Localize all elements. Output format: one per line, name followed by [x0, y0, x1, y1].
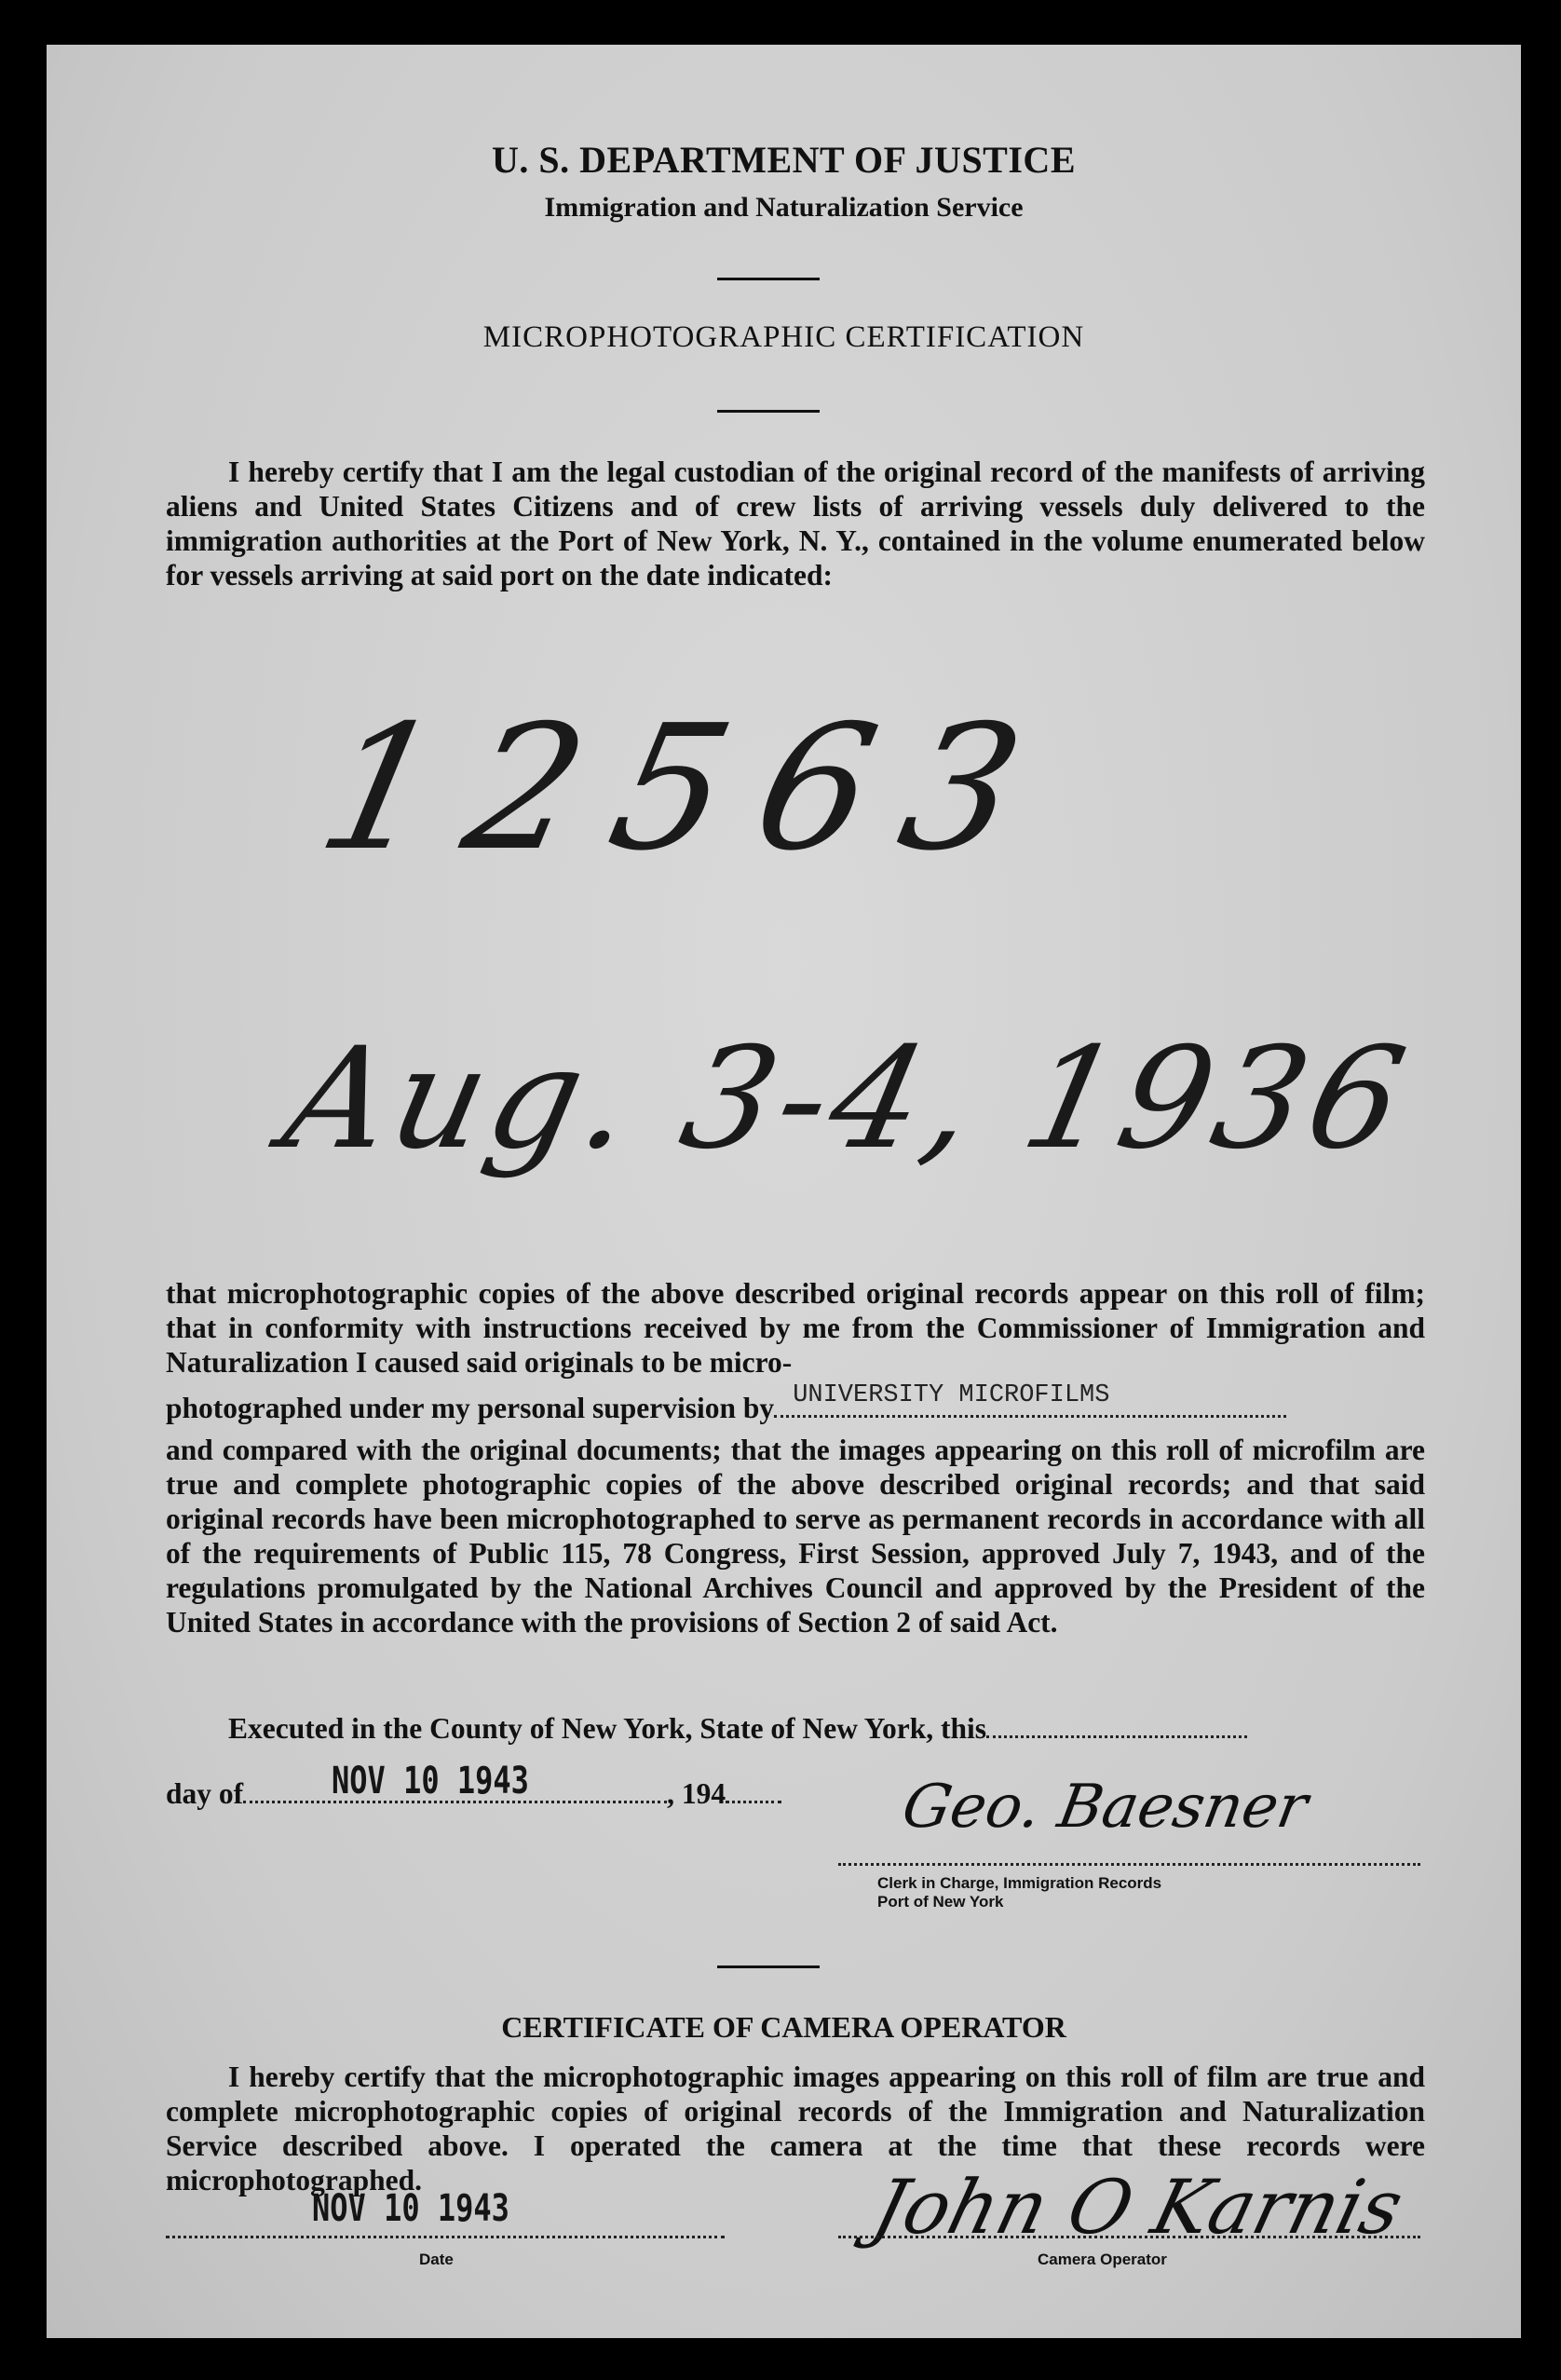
- clerk-title-line2: Port of New York: [877, 1893, 1004, 1911]
- service-subheading: Immigration and Naturalization Service: [544, 192, 1024, 223]
- divider: [717, 410, 820, 413]
- supervision-dotted-line: [774, 1381, 1286, 1418]
- camera-certificate-title: CERTIFICATE OF CAMERA OPERATOR: [501, 2010, 1066, 2044]
- day-of-label: day of: [166, 1777, 244, 1810]
- clerk-title-line1: Clerk in Charge, Immigration Records: [877, 1874, 1162, 1892]
- year-dotted-line: [726, 1791, 781, 1803]
- day-of-dotted-line: [243, 1760, 667, 1803]
- executed-label: Executed in the County of New York, State of New York, this: [228, 1712, 987, 1745]
- clerk-signature: Geo. Baesner: [897, 1773, 1313, 1842]
- handwritten-dates: Aug. 3-4, 1936: [271, 1018, 1423, 1180]
- divider: [717, 1965, 820, 1968]
- day-of-line: [166, 1760, 781, 1811]
- executed-line: [228, 1712, 1247, 1746]
- supervision-line: [166, 1381, 1286, 1425]
- clerk-title: [877, 1874, 1161, 1911]
- divider: [717, 278, 820, 280]
- clerk-signature-line: [838, 1863, 1420, 1866]
- camera-certificate-text: I hereby certify that the microphotographic images appearing on this roll of film are true and complete microphotographic copies of original records of the Immigration and Naturalization Service described above. I operated the camera at the time that these records were microphotographed.: [166, 2060, 1425, 2196]
- date-label: Date: [419, 2251, 454, 2268]
- camera-date-stamp: NOV 10 1943: [312, 2187, 509, 2230]
- date-stamp: NOV 10 1943: [332, 1760, 530, 1802]
- handwritten-volume-number: 12563: [305, 687, 1073, 889]
- supervision-label: photographed under my personal supervision by: [166, 1392, 775, 1424]
- date-signature-line: [166, 2236, 725, 2238]
- camera-operator-signature: John O Karnis: [864, 2164, 1412, 2251]
- operator-label: Camera Operator: [1038, 2251, 1167, 2268]
- copies-paragraph-end: and compared with the original documents; that the images appearing on this roll of microfilm are true and complete photographic copies of the above described original records; and that said original records have been microphotographed to serve as permanent records in accordance with all of the requirements of Public 115, 78 Congress, First Session, approved July 7, 1943, and of the regulations promulgated by the National Archives Council and approved by the President of the United States in accordance with the provisions of Section 2 of said Act.: [166, 1434, 1425, 1639]
- copies-paragraph-start: that microphotographic copies of the above described original records appear on this roll of film; that in conformity with instructions received by me from the Commissioner of Immigration and Naturalization I caused said originals to be micro-: [166, 1277, 1425, 1379]
- company-stamp: UNIVERSITY MICROFILMS: [793, 1381, 1110, 1409]
- certification-title: MICROPHOTOGRAPHIC CERTIFICATION: [482, 320, 1085, 354]
- certificate-page: [47, 45, 1521, 2338]
- operator-signature-line: [838, 2236, 1420, 2238]
- department-heading: U. S. DEPARTMENT OF JUSTICE: [492, 139, 1076, 181]
- year-prefix: , 194: [667, 1777, 726, 1810]
- custodian-paragraph: I hereby certify that I am the legal custodian of the original record of the manifests of arriving aliens and United States Citizens and of crew lists of arriving vessels duly delivered to the immigration authorities at the Port of New York, N. Y., contained in the volume enumerated below for vessels arriving at said port on the date indicated:: [166, 456, 1425, 592]
- executed-dotted-line: [986, 1726, 1247, 1738]
